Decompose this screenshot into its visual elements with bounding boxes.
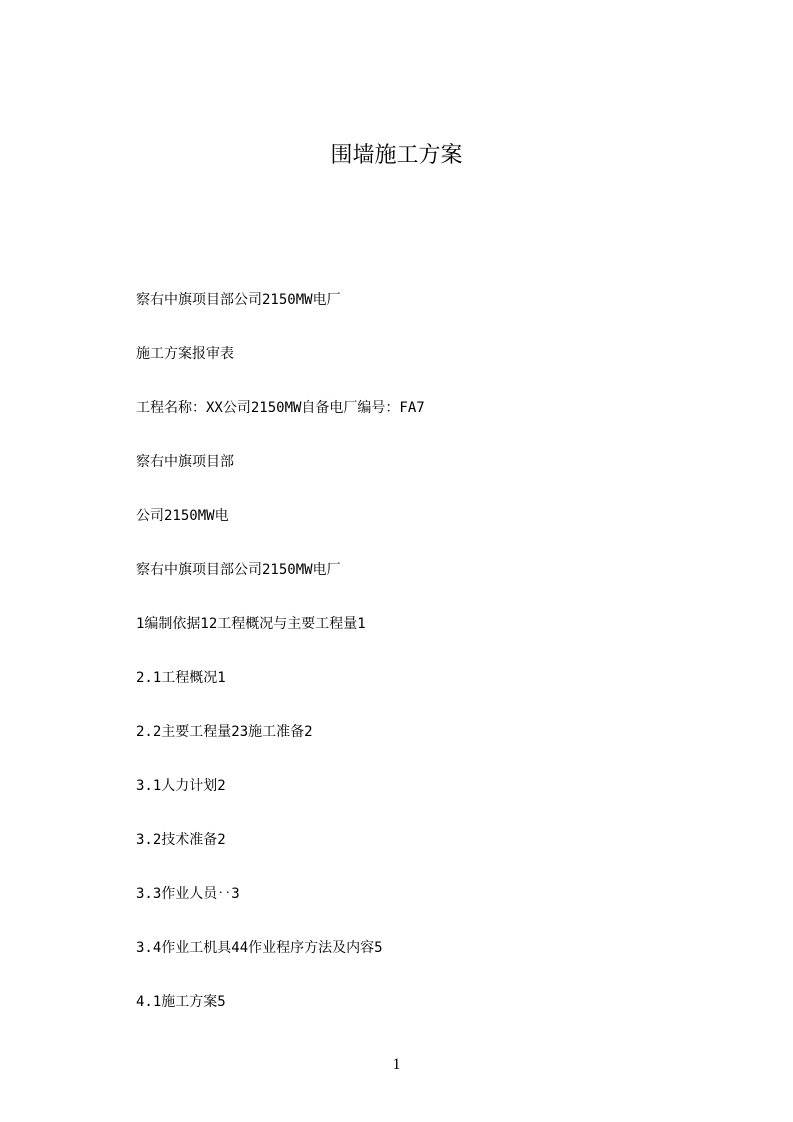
- body-line: 察右中旗项目部公司2150MW电厂: [136, 292, 341, 308]
- document-title: 围墙施工方案: [330, 143, 463, 168]
- toc-line: 2.2主要工程量23施工准备2: [136, 724, 313, 740]
- body-line: 公司2150MW电: [136, 508, 229, 524]
- body-line: 察右中旗项目部: [136, 454, 234, 470]
- toc-line: 4.1施工方案5: [136, 994, 226, 1010]
- page-number: 1: [392, 1056, 401, 1073]
- document-body: [136, 288, 736, 1044]
- toc-line: 3.3作业人员‥3: [136, 886, 240, 902]
- toc-line: 1编制依据12工程概况与主要工程量1: [136, 616, 366, 632]
- toc-line: 3.4作业工机具44作业程序方法及内容5: [136, 940, 383, 956]
- toc-line: 2.1工程概况1: [136, 670, 226, 686]
- body-line: 工程名称：XX公司2150MW自备电厂编号：FA7: [136, 400, 425, 416]
- toc-line: 3.2技术准备2: [136, 832, 226, 848]
- body-line: 施工方案报审表: [136, 346, 234, 362]
- toc-line: 3.1人力计划2: [136, 778, 226, 794]
- body-line: 察右中旗项目部公司2150MW电厂: [136, 562, 341, 578]
